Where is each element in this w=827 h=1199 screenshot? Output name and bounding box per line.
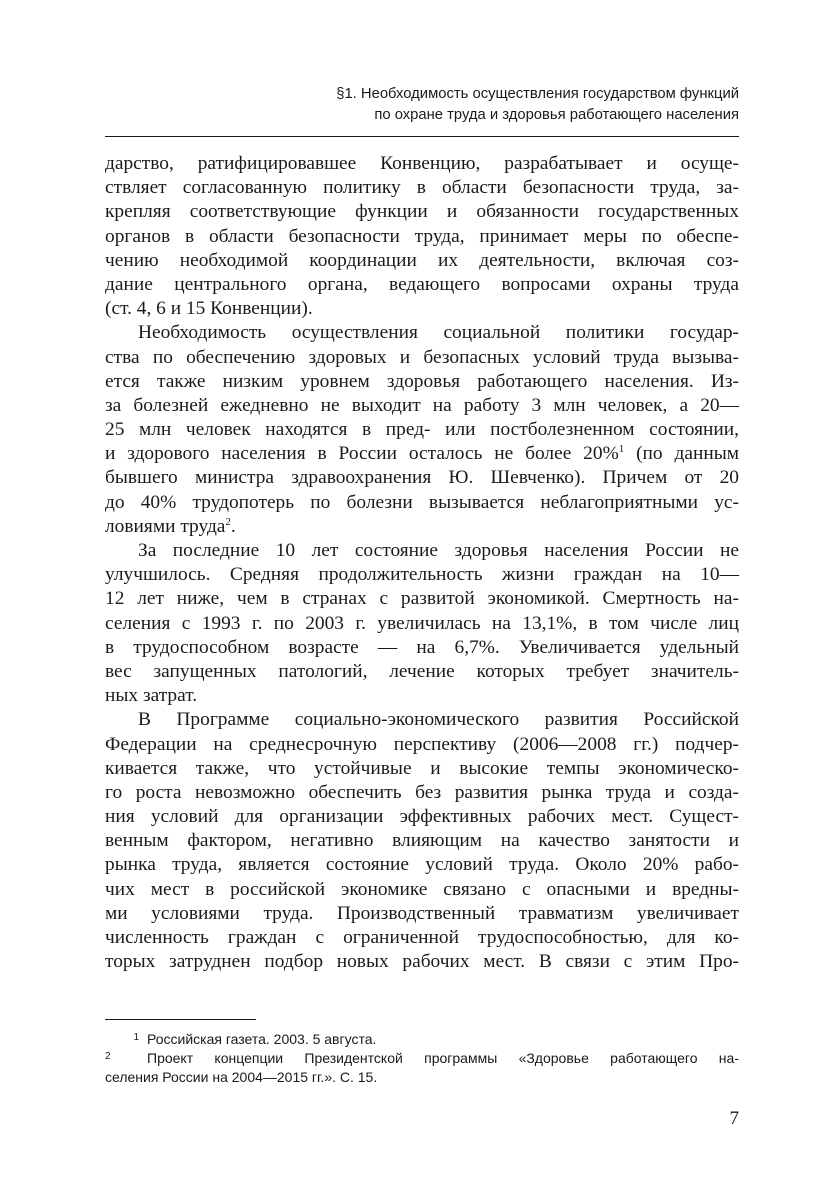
- text-line: до 40% трудопотерь по болезни вызывается неблагоприятными ус-: [105, 491, 739, 513]
- paragraph-3: [105, 539, 739, 708]
- text-line: органов в области безопасности труда, принимает меры по обеспе-: [105, 225, 739, 247]
- text-line: В Программе социально-экономического развития Российской: [138, 709, 739, 731]
- text-line: торых затруднен подбор новых рабочих мест. В связи с этим Про-: [105, 951, 739, 973]
- header-rule: [105, 136, 739, 137]
- text-line: Необходимость осуществления социальной политики государ-: [138, 322, 739, 344]
- footnote-1-text: Российская газета. 2003. 5 августа.: [147, 1031, 377, 1047]
- text-line: ется также низким уровнем здоровья работающего населения. Из-: [105, 370, 739, 392]
- text-line: рынка труда, является состояние условий труда. Около 20% рабо-: [105, 854, 739, 876]
- running-head-line-1: §1. Необходимость осуществления государством функций: [336, 86, 739, 102]
- footnote-ref-1: 1: [618, 443, 625, 456]
- paragraph-4: [105, 708, 739, 974]
- text-line: кивается также, что устойчивые и высокие темпы экономическо-: [105, 757, 739, 779]
- text-line: чих мест в российской экономике связано с опасными и вредны-: [105, 878, 739, 900]
- text-line: крепляя соответствующие функции и обязанности государственных: [105, 201, 739, 223]
- body-text: [105, 152, 739, 974]
- text-line: венным фактором, негативно влияющим на качество занятости и: [105, 830, 739, 852]
- text-segment: (по данным: [624, 443, 739, 465]
- text-line: дание центрального органа, ведающего вопросами охраны труда: [105, 273, 739, 295]
- footnote-2-continuation: селения России на 2004—2015 гг.». С. 15.: [105, 1069, 378, 1085]
- text-line: селения с 1993 г. по 2003 г. увеличилась на 13,1%, в том числе лиц: [105, 612, 739, 634]
- footnote-ref-2: 2: [225, 515, 231, 528]
- text-line: численность граждан с ограниченной трудоспособностью, для ко-: [105, 927, 739, 948]
- text-line: в трудоспособном возрасте — на 6,7%. Увеличивается удельный: [105, 636, 739, 658]
- text-line: улучшилось. Средняя продолжительность жизни граждан на 10—: [105, 564, 739, 586]
- text-line: (ст. 4, 6 и 15 Конвенции).: [105, 298, 313, 320]
- text-line-with-footnote: [105, 515, 739, 539]
- text-line: Федерации на среднесрочную перспективу (2006—2008 гг.) подчер-: [105, 733, 739, 755]
- text-segment: и здорового населения в России осталось не более 20%: [105, 443, 619, 465]
- text-line: вес запущенных патологий, лечение которых требует значитель-: [105, 660, 739, 682]
- text-line-with-footnote: [105, 442, 739, 466]
- text-line: бывшего министра здравоохранения Ю. Шевченко). Причем от 20: [105, 467, 739, 489]
- page-number: 7: [729, 1108, 739, 1129]
- text-line: ми условиями труда. Производственный травматизм увеличивает: [105, 902, 739, 924]
- paragraph-1: [105, 152, 739, 321]
- text-line: ства по обеспечению здоровых и безопасных условий труда вызыва-: [105, 346, 739, 368]
- text-line: ных затрат.: [105, 685, 198, 707]
- running-head: [105, 84, 739, 126]
- footnote-2-text: Проект концепции Президентской программы «Здоровье работающего на-: [147, 1050, 739, 1066]
- footnotes: [105, 1030, 739, 1087]
- running-head-line-2: по охране труда и здоровья работающего населения: [374, 107, 739, 123]
- text-line: 12 лет ниже, чем в странах с развитой экономикой. Смертность на-: [105, 588, 739, 610]
- text-segment: ловиями труда: [105, 515, 226, 537]
- text-segment: .: [230, 515, 236, 537]
- text-line: За последние 10 лет состояние здоровья населения России не: [138, 540, 739, 561]
- paragraph-2: [105, 321, 739, 539]
- text-line: дарство, ратифицировавшее Конвенцию, разрабатывает и осуще-: [105, 153, 739, 174]
- text-line: го роста невозможно обеспечить без развития рынка труда и созда-: [105, 781, 739, 803]
- footnote-1: 1 Российская газета. 2003. 5 августа.: [133, 1031, 377, 1047]
- text-line: ния условий для организации эффективных рабочих мест. Сущест-: [105, 806, 739, 828]
- text-line: 25 млн человек находятся в пред- или постболезненном состоянии,: [105, 419, 739, 441]
- text-line: ствляет согласованную политику в области безопасности труда, за-: [105, 177, 739, 199]
- footnote-2: 2 Проект концепции Президентской программы «Здоровье работающего на-: [105, 1050, 739, 1066]
- footnote-rule: [105, 1019, 256, 1020]
- text-line: чению необходимой координации их деятельности, включая соз-: [105, 249, 739, 271]
- text-line: за болезней ежедневно не выходит на работу 3 млн человек, а 20—: [105, 394, 739, 416]
